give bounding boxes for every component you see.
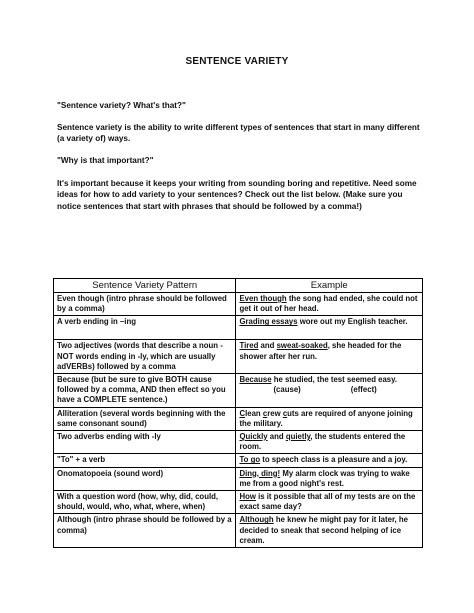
table-row: [54, 431, 423, 454]
example-highlight: Ding, ding!: [239, 468, 281, 478]
pattern-cell: Alliteration (several words beginning with the same consonant sound): [54, 407, 236, 430]
example-text: My alarm clock was trying to wake me from a good night's rest.: [239, 468, 410, 488]
pattern-cell: Because (but be sure to give BOTH cause followed by a comma, AND then effect so you have a COMPLETE sentence.): [54, 374, 236, 408]
pattern-cell: "To" + a verb: [54, 454, 236, 467]
table-row: [54, 340, 423, 374]
example-highlight: Quickly: [239, 432, 268, 442]
sentence-variety-table: [53, 278, 423, 548]
example-highlight: quietly: [285, 432, 311, 442]
table-row: [54, 467, 423, 490]
example-highlight: c: [262, 408, 268, 418]
example-text: to speech class is a pleasure and a joy.: [260, 455, 408, 465]
table-row: [54, 293, 423, 316]
definition-paragraph: Sentence variety is the ability to write different types of sentences that start in many different (a variety of) ways.: [57, 123, 420, 144]
table-row: [54, 491, 423, 514]
pattern-cell: Even though (intro phrase should be followed by a comma): [54, 293, 236, 316]
example-cell: [236, 374, 423, 408]
example-highlight: Because: [239, 375, 272, 385]
example-cell: [236, 431, 423, 454]
example-cell: [236, 491, 423, 514]
effect-label: (effect): [350, 385, 377, 395]
example-text: the song had ended, she could not get it out of her head.: [239, 294, 418, 314]
example-cell: [236, 340, 423, 374]
example-cell: [236, 316, 423, 340]
example-highlight: Although: [239, 515, 274, 525]
table-row: [54, 407, 423, 430]
example-text: lean: [245, 408, 263, 418]
pattern-cell: With a question word (how, why, did, could, should, would, who, what, where, when): [54, 491, 236, 514]
example-text: wore out my English teacher.: [297, 317, 408, 327]
example-highlight: C: [239, 408, 246, 418]
example-cell: [236, 454, 423, 467]
example-highlight: Grading essays: [239, 317, 298, 327]
table-row: [54, 374, 423, 408]
table-row: [54, 514, 423, 548]
example-highlight: Tired: [239, 341, 259, 351]
pattern-cell: Two adjectives (words that describe a noun - NOT words ending in -ly, which are usually adVERBs) followed by a comma: [54, 340, 236, 374]
header-example: Example: [236, 279, 423, 293]
example-text: rew: [267, 408, 283, 418]
pattern-cell: A verb ending in –ing: [54, 316, 236, 340]
header-pattern: Sentence Variety Pattern: [54, 279, 236, 293]
pattern-cell: Although (intro phrase should be followed by a comma): [54, 514, 236, 548]
example-text: uts are required of anyone joining the military.: [239, 408, 413, 428]
example-highlight: Even though: [239, 294, 287, 303]
example-text: he knew he might pay for it later, he decided to sneak that second helping of ice cream.: [239, 515, 408, 545]
example-highlight: To go: [239, 455, 261, 465]
cause-label: (cause): [273, 385, 301, 395]
example-text: he studied, the test seemed easy.: [271, 375, 398, 385]
example-text: and: [267, 432, 286, 442]
question-paragraph-1: "Sentence variety? What's that?": [57, 101, 186, 110]
explanation-paragraph: It's important because it keeps your writing from sounding boring and repetitive. Need some ideas for how to add variety to your sentences? Check out the list below. (Make sure you notice sentences that start with phrases that should be followed by a comma!): [57, 179, 417, 211]
table-header-row: [54, 279, 423, 293]
pattern-cell: Two adverbs ending with -ly: [54, 431, 236, 454]
table-row: [54, 454, 423, 467]
example-text: , the students entered the room.: [239, 432, 406, 452]
example-highlight: sweat-soaked: [276, 341, 328, 351]
example-cell: [236, 293, 423, 316]
example-highlight: How: [239, 492, 256, 502]
table-row: [54, 316, 423, 340]
example-text: and: [258, 341, 277, 351]
question-paragraph-2: "Why is that important?": [57, 156, 154, 165]
example-cell: [236, 407, 423, 430]
example-highlight: c: [282, 408, 288, 418]
example-text: , she headed for the shower after her run.: [239, 341, 402, 361]
pattern-cell: Onomatopoeia (sound word): [54, 467, 236, 490]
example-cell: [236, 467, 423, 490]
example-text: is it possible that all of my tests are on the exact same day?: [239, 492, 416, 512]
document-title: SENTENCE VARIETY: [185, 56, 289, 67]
example-cell: [236, 514, 423, 548]
